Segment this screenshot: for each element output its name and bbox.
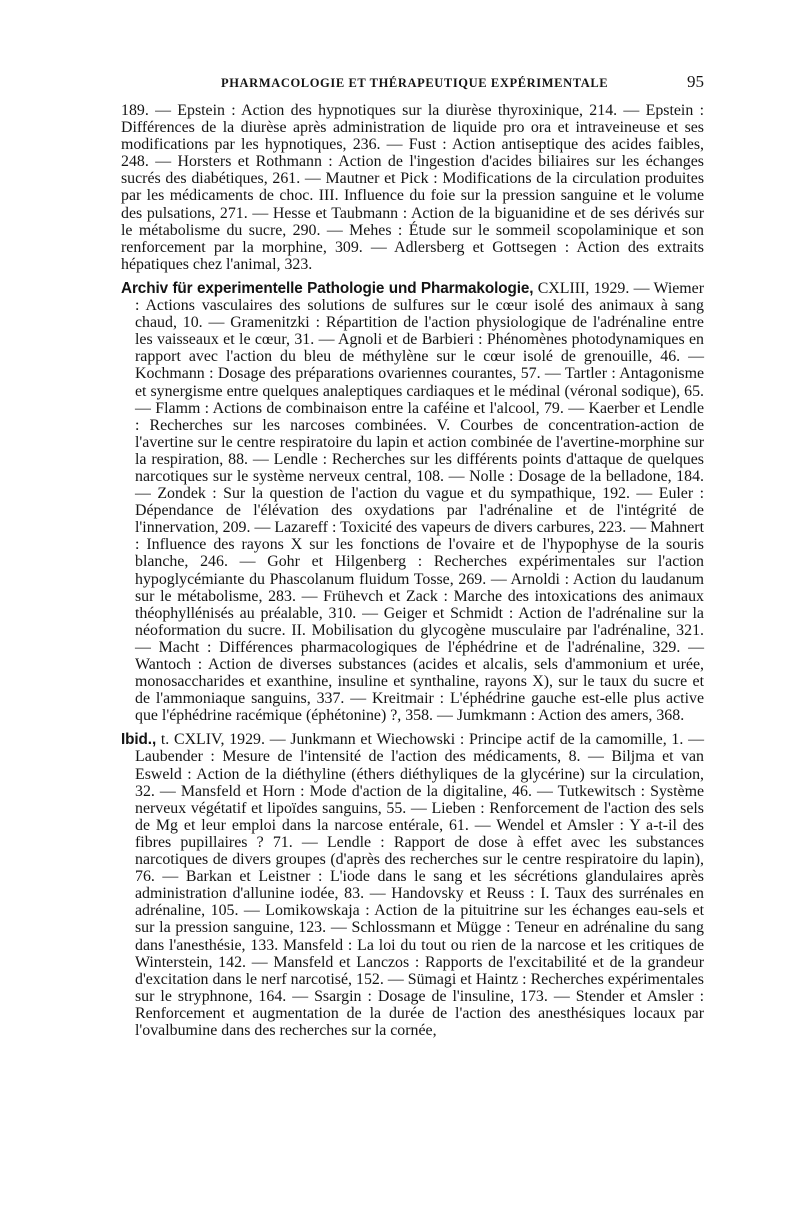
archiv-entry [121, 280, 704, 724]
archiv-text: — Wiemer : Actions vasculaires des solutions de sulfures sur le cœur isolé des animaux à sang chaud, 10. — Gramenitzki : Répartition de l'action physiologique de l'adrénaline entre les vaisseaux et le cœur, 31. — Agnoli et de Barbieri : Phénomènes photodynamiques en rapport avec l'action du bleu de méthylène sur le cœur isolé de grenouille, 46. — Kochmann : Dosage des préparations ovariennes courantes, 57. — Tartler : Antagonisme et synergisme entre quelques analeptiques cardiaques et le médinal (véronal sodique), 65. — Flamm : Actions de combinaison entre la caféine et l'alcool, 79. — Kaerber et Lendle : Recherches sur les narcoses combinées. V. Courbes de concentration-action de l'avertine sur le centre respiratoire du lapin et action combinée de l'avertine-morphine sur la respiration, 88. — Lendle : Recherches sur les différents points d'attaque de quelques narcotiques sur le système nerveux central, 108. — Nolle : Dosage de la belladone, 184. — Zondek : Sur la question de l'action du vague et du sympathique, 192. — Euler : Dépendance de l'élévation des oxydations par l'adrénaline et de l'intégrité de l'innervation, 209. — Lazareff : Toxicité des vapeurs de divers carbures, 223. — Mahnert : Influence des rayons X sur les fonctions de l'ovaire et de l'hypophyse de la souris blanche, 246. — Gohr et Hilgenberg : Recherches expérimentales sur l'action hypoglycémiante du Phascolanum fluidum Tosse, 269. — Arnoldi : Action du laudanum sur le métabolisme, 283. — Frühevch et Zack : Marche des intoxications des animaux théophyllénisés au préalable, 310. — Geiger et Schmidt : Action de l'adrénaline sur la néoformation du sucre. II. Mobilisation du glycogène musculaire par l'adrénaline, 321. — Macht : Différences pharmacologiques de l'éphédrine et de l'adrénaline, 329. — Wantoch : Action de diverses substances (acides et alcalis, sels d'ammonium et urée, monosaccharides et exanthine, insuline et synthaline, rayons X), sur le taux du sucre et de l'ammoniaque sanguins, 337. — Kreitmair : L'éphédrine gauche est-elle plus active que l'éphédrine racémique (éphétonine) ?, 358. — Jumkmann : Action des amers, 368. [135, 279, 704, 725]
ibid-text: — Junkmann et Wiechowski : Principe actif de la camomille, 1. — Laubender : Mesure de l'intensité de l'action des médicaments, 8. — Biljma et van Esweld : Action de la diéthyline (éthers diéthyliques de la glycérine) sur la circulation, 32. — Mansfeld et Horn : Mode d'action de la digitaline, 46. — Tutkewitsch : Système nerveux végétatif et lipoïdes sanguins, 55. — Lieben : Renforcement de l'action des sels de Mg et leur emploi dans la narcose entérale, 61. — Wendel et Amsler : Y a-t-il des fibres pupillaires ? 71. — Lendle : Rapport de dose à effet avec les substances narcotiques de divers groupes (d'après des recherches sur le centre respiratoire du lapin), 76. — Barkan et Leistner : L'iode dans le sang et les sécrétions glandulaires après administration d'allunine iodée, 83. — Handovsky et Reuss : I. Taux des surrénales en adrénaline, 105. — Lomikowskaja : Action de la pituitrine sur les échanges eau-sels et sur la pression sanguine, 123. — Schlossmann et Mügge : Teneur en adrénaline du sang dans l'anesthésie, 133. Mansfeld : La loi du tout ou rien de la narcose et les critiques de Winterstein, 142. — Mansfeld et Lanczos : Rapports de l'excitabilité et de la grandeur d'excitation dans le nerf narcotisé, 152. — Sümagi et Haintz : Recherches expérimentales sur le stryphnone, 164. — Ssargin : Dosage de l'insuline, 173. — Stender et Amsler : Renforcement et augmentation de la durée de l'action des anesthésiques locaux par l'ovalbumine dans des recherches sur la cornée, [135, 731, 704, 1039]
archiv-volume: CXLIII, 1929. [537, 279, 630, 297]
ibid-entry [121, 731, 704, 1039]
continued-paragraph: 189. — Epstein : Action des hypnotiques sur la diurèse thyroxinique, 214. — Epstein : Différences de la diurèse après administration de liquide pro ora et intraveineuse et ses modifications par les hypnotiques, 236. — Fust : Action antiseptique des acides faibles, 248. — Horsters et Rothmann : Action de l'ingestion d'acides biliaires sur les échanges sucrés des diabétiques, 261. — Mautner et Pick : Modifications de la circulation produites par les médicaments de choc. III. Influence du foie sur la pression sanguine et le volume des pulsations, 271. — Hesse et Taubmann : Action de la biguanidine et de ses dérivés sur le métabolisme du sucre, 290. — Mehes : Étude sur le sommeil scopolaminique et son renforcement par la morphine, 309. — Adlersberg et Gottsegen : Action des extraits hépatiques chez l'animal, 323. [121, 102, 704, 273]
page-number: 95 [687, 72, 704, 91]
ibid-heading: Ibid., [121, 731, 157, 749]
archiv-heading: Archiv für experimentelle Pathologie und Pharmakologie, [121, 279, 534, 297]
running-title: PHARMACOLOGIE ET THÉRAPEUTIQUE EXPÉRIMENTALE [221, 76, 609, 90]
running-header [121, 72, 704, 102]
ibid-volume: t. CXLIV, 1929. [160, 731, 265, 749]
